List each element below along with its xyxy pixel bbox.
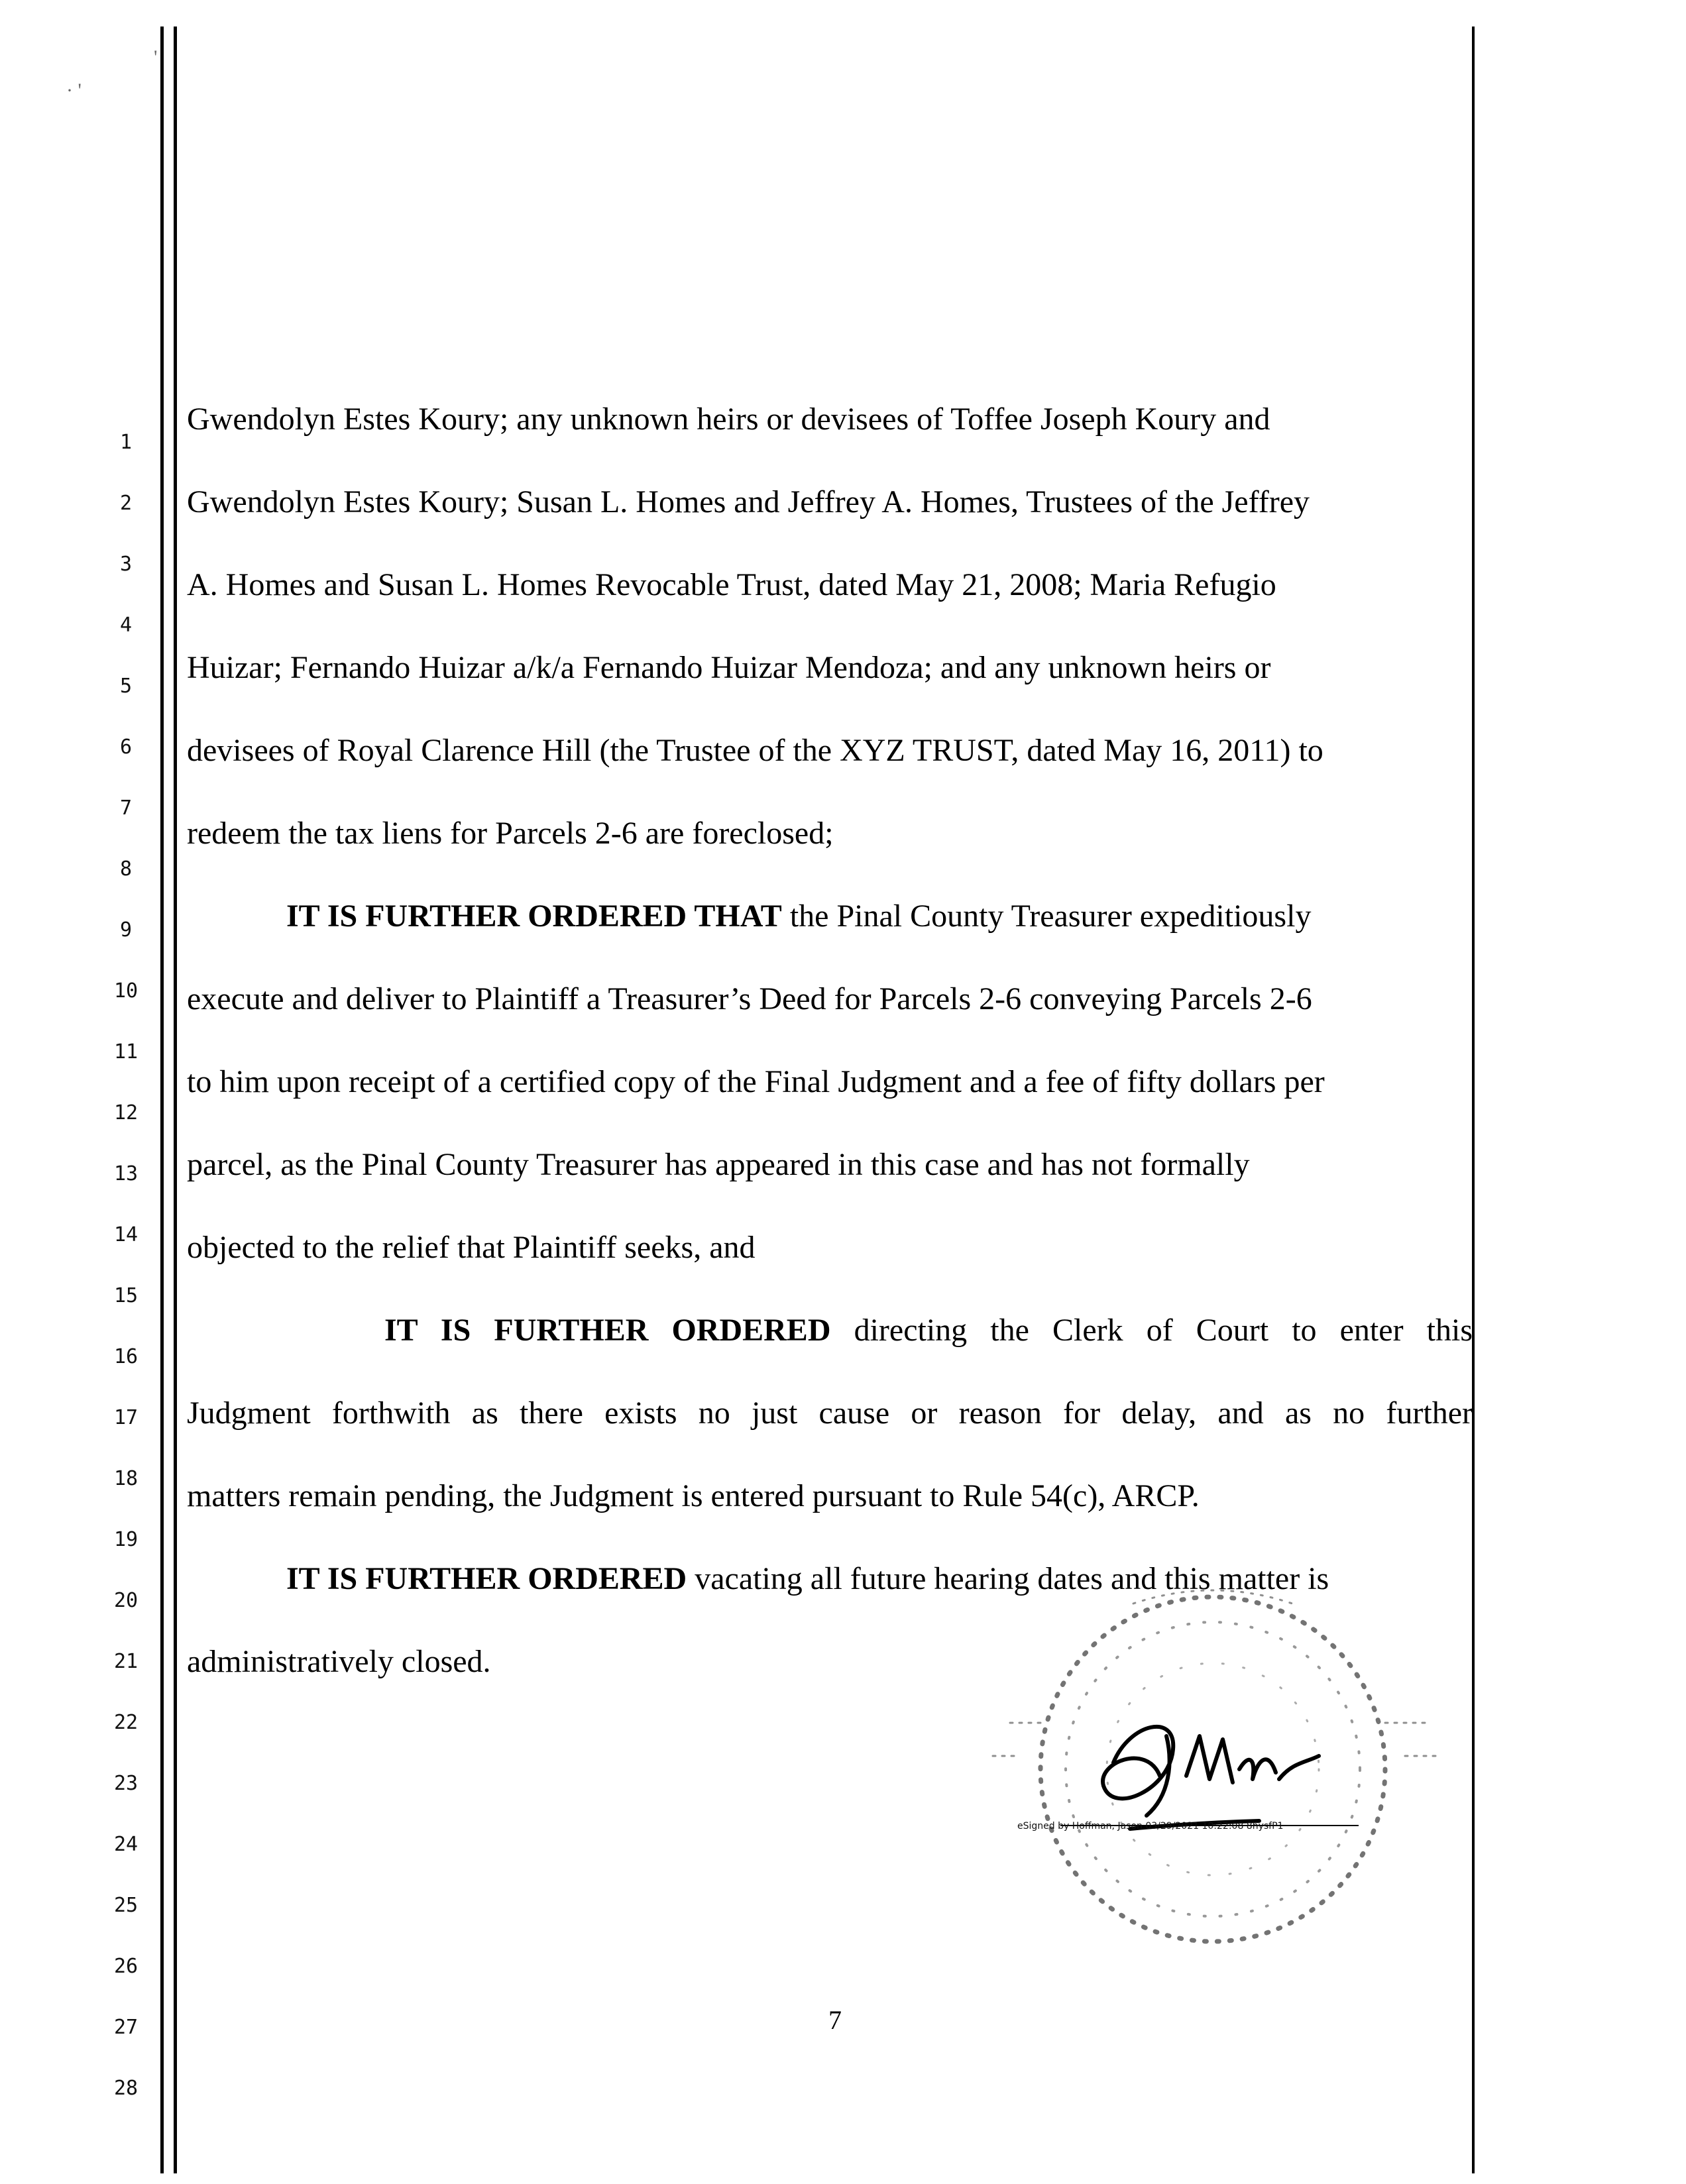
line-number: 14 [113,1223,139,1246]
line-number: 4 [119,614,133,637]
line-number: 22 [113,1711,139,1734]
line-number: 15 [113,1284,139,1307]
line-number: 16 [113,1345,139,1368]
line-number: 8 [119,857,133,881]
esign-stamp-text: eSigned by Hoffman, Jason 03/29/2021 10:22:08 8hysfP1 [1017,1821,1284,1831]
body-line: Huizar; Fernando Huizar a/k/a Fernando Huizar Mendoza; and any unknown heirs or [187,650,1271,685]
line-number: 13 [113,1162,139,1185]
line-number: 9 [119,918,133,942]
left-margin-rule-outer [160,27,164,2173]
body-line: to him upon receipt of a certified copy of the Final Judgment and a fee of fifty dollars per [187,1064,1325,1099]
order-paragraph-2-first-line: IT IS FURTHER ORDERED directing the Clerk of Court to enter this [384,1313,1473,1348]
court-seal-icon [948,1524,1451,2041]
line-number: 18 [113,1467,139,1490]
order-paragraph-1-first-line: IT IS FURTHER ORDERED THAT the Pinal County Treasurer expeditiously [286,899,1312,934]
order-heading: IT IS FURTHER ORDERED THAT [286,899,782,934]
scan-speck: · ' [66,80,82,101]
handwritten-signature [1103,1727,1319,1829]
body-line: Gwendolyn Estes Koury; any unknown heirs or devisees of Toffee Joseph Koury and [187,402,1270,437]
line-number: 17 [113,1406,139,1429]
order-heading: IT IS FURTHER ORDERED [286,1561,687,1596]
body-line: Gwendolyn Estes Koury; Susan L. Homes and Jeffrey A. Homes, Trustees of the Jeffrey [187,484,1310,519]
body-line: objected to the relief that Plaintiff seeks, and [187,1230,756,1265]
scan-speck: ' [154,46,158,68]
line-number: 6 [119,736,133,759]
line-number: 7 [119,796,133,820]
line-number: 11 [113,1040,139,1064]
left-margin-rule-inner [174,27,177,2173]
page-number: 7 [828,2005,842,2035]
line-number: 5 [119,675,133,698]
line-number: 25 [113,1894,139,1917]
body-line: redeem the tax liens for Parcels 2-6 are foreclosed; [187,816,834,851]
line-number: 23 [113,1772,139,1795]
body-line: devisees of Royal Clarence Hill (the Trustee of the XYZ TRUST, dated May 16, 2011) to [187,733,1323,768]
line-number: 27 [113,2016,139,2039]
line-number: 3 [119,553,133,576]
order-heading: IT IS FURTHER ORDERED [384,1313,831,1348]
body-line: matters remain pending, the Judgment is entered pursuant to Rule 54(c), ARCP. [187,1478,1200,1513]
right-margin-rule [1472,27,1475,2173]
line-number: 19 [113,1528,139,1551]
order-paragraph-3-first-line: IT IS FURTHER ORDERED vacating all future hearing dates and this matter is [286,1561,1329,1596]
line-number: 20 [113,1589,139,1612]
line-number: 24 [113,1833,139,1856]
line-number: 12 [113,1101,139,1124]
line-number: 28 [113,2077,139,2100]
line-number: 1 [119,431,133,454]
body-line: administratively closed. [187,1644,491,1679]
line-number: 10 [113,979,139,1003]
body-line: A. Homes and Susan L. Homes Revocable Trust, dated May 21, 2008; Maria Refugio [187,567,1276,602]
body-line: parcel, as the Pinal County Treasurer has appeared in this case and has not formally [187,1147,1250,1182]
line-number: 2 [119,492,133,515]
line-number: 21 [113,1650,139,1673]
body-line: Judgment forthwith as there exists no just cause or reason for delay, and as no further [187,1395,1473,1431]
line-number: 26 [113,1955,139,1978]
body-line: execute and deliver to Plaintiff a Treasurer’s Deed for Parcels 2-6 conveying Parcels 2-6 [187,981,1312,1016]
